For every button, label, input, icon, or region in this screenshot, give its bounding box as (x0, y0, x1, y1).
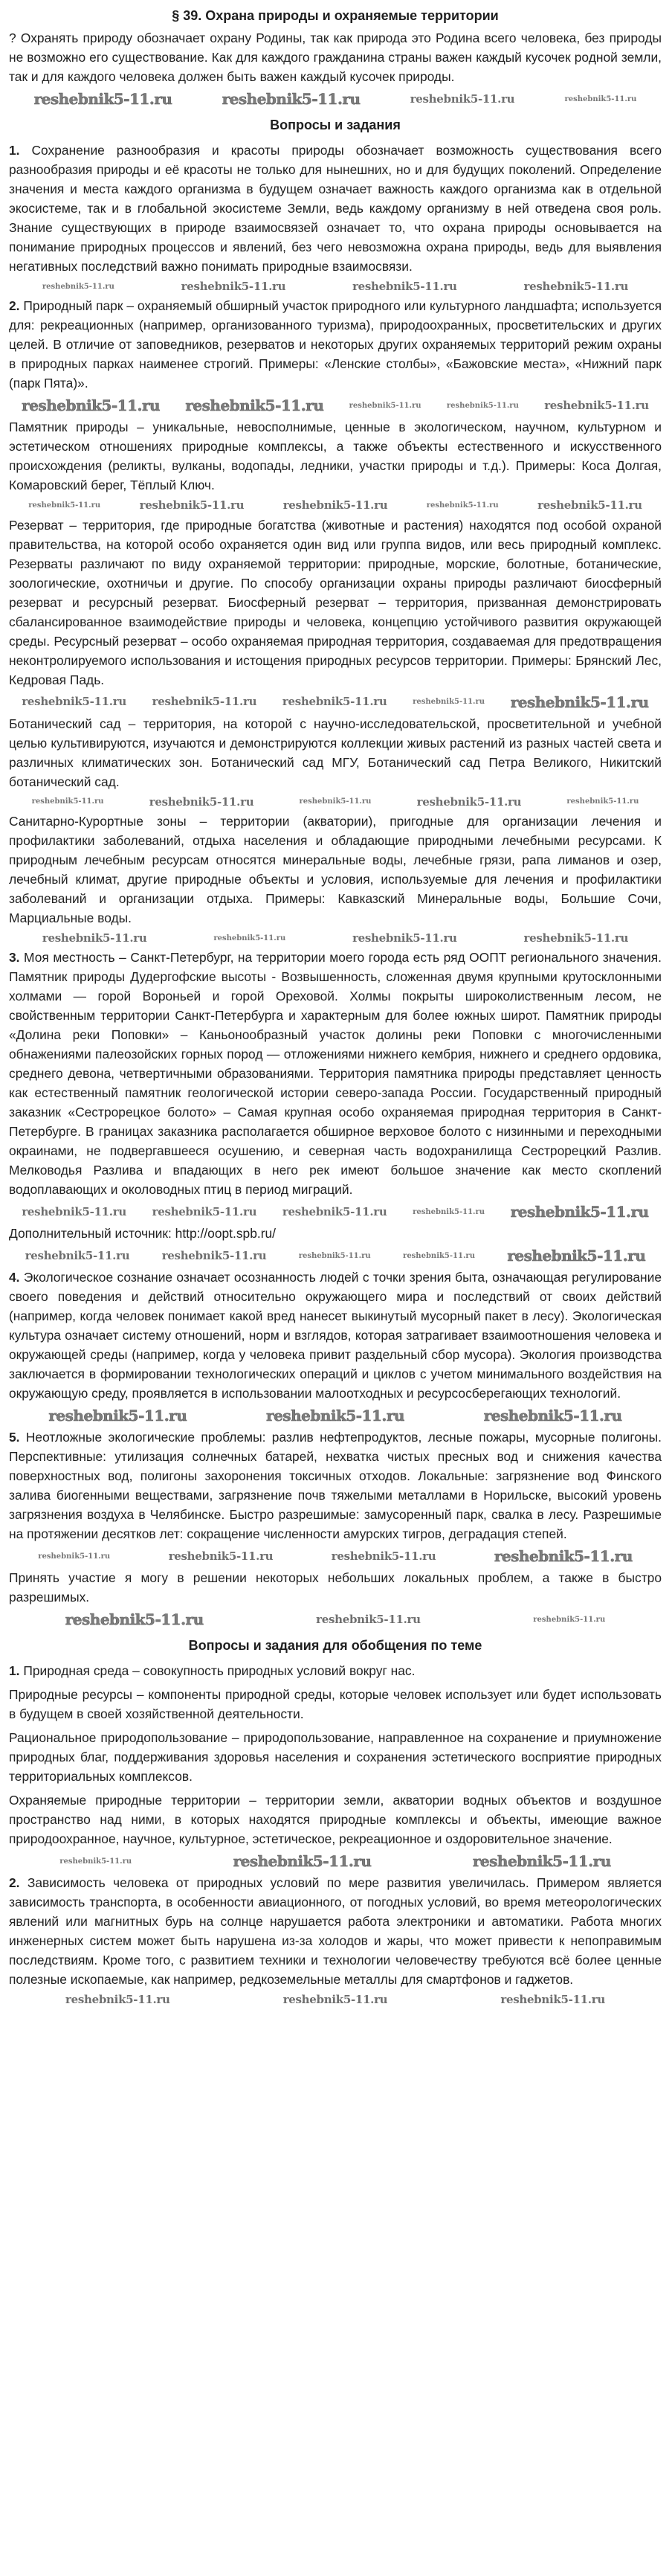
answer-text: Сохранение разнообразия и красоты природы обозначает возможность существования всего разнообразия природы и её красоты не только для нынешних, но и для будущих поколений. Определение значения и места каждого организма в будущем означает важность каждого организма как в отдельной экосистеме, так и в глобальной экосистеме Земли, ведь каждому организму в ней отведена своя роль. Знание существующих в природе взаимосвязей означает то, что охрана природы основывается на понимание природных процессов и явлений, без чего невозможна охрана природы, ведь для выявления негативных последствий важно понимать природные взаимосвязи. (9, 143, 662, 274)
watermark-text: reshebnik5-11.ru (523, 931, 629, 945)
watermark-text: reshebnik5-11.ru (168, 1549, 274, 1563)
watermark-text: reshebnik5-11.ru (416, 795, 522, 809)
watermark-text: reshebnik5-11.ru (537, 499, 642, 513)
answer-text: Дополнительный источник: http://oopt.spb.ru/ (9, 1226, 277, 1241)
watermark-text: reshebnik5-11.ru (213, 934, 286, 942)
answer-text: Памятник природы – уникальные, невосполнимые, ценные в экологическом, научном, культурном и эстетическом отношениях природные комплексы, а также объекты естественного и искусственного происхождения (реликты, вулканы, водопады, ледники, участки природы и т.д.). Примеры: Коса Долгая, Комаровский берег, Тёплый Ключ. (9, 420, 662, 493)
section-questions (9, 141, 662, 1628)
answer-paragraph (9, 1790, 662, 1849)
answer-number: 4. (9, 1270, 20, 1285)
watermark-text: reshebnik5-11.ru (282, 695, 387, 709)
watermark-text: reshebnik5-11.ru (149, 795, 254, 809)
watermark-text: reshebnik5-11.ru (507, 1247, 646, 1265)
watermark-text: reshebnik5-11.ru (349, 402, 421, 410)
answer-text: Санитарно-Курортные зоны – территории (акватории), пригодные для организации лечения и профилактики заболеваний, отдыха населения и обладающие природными лечебными ресурсами. К природным лечебным ресурсам относятся минеральные воды, лечебные грязи, рапа лиманов и озер, лечебный климат, другие природные объекты и условия, используемые для лечения и профилактики заболеваний и организации отдыха. Примеры: Кавказский Минеральные воды, Большие Сочи, Марциальные воды. (9, 813, 662, 925)
answer-text: Зависимость человека от природных условий по мере развития увеличилась. Примером является зависимость транспорта, в особенности авиационного, от погодных условий, во время метеорологических явлений или магнитных бурь на солнце нарушается работа электроники и автоматики. Работа многих инженерных систем может быть нарушена из-за холодов и жары, что может привести к непоправимым последствиям. Кроме того, с развитием техники и технологии человечеству требуются всё более ценные полезные ископаемые, как например, редкоземельные металлы для смартфонов и гаджетов. (9, 1875, 662, 1987)
watermark-text: reshebnik5-11.ru (152, 1204, 257, 1218)
section-heading-questions: Вопросы и задания (270, 118, 401, 132)
watermark-text: reshebnik5-11.ru (25, 1248, 130, 1262)
answer-number: 1. (9, 1663, 20, 1678)
answer-text: Рациональное природопользование – природопользование, направленное на сохранение и приумножение природных благ, поддерживания здоровья населения и сохранения эстетического восприятие природных территориальных комплексов. (9, 1730, 662, 1784)
watermark-text: reshebnik5-11.ru (28, 501, 101, 510)
answer-text: Резерват – территория, где природные богатства (животные и растения) находятся под особой охраной правительства, на которой особо охраняется один вид или группа видов, или весь природный комплекс. Резерваты различают по виду охраняемой территории: природные, морские, болотные, ботанические, зоологические, охотничьи и другие. По способу организации охраны природы различают биосферный резерват и ресурсный резерват. Биосферный резерват – территория, призванная демонстрировать сбалансированное взаимодействие природы и человека, концепцию устойчивого развития окружающей среды. Ресурсный резерват – особо охраняемая природная территория, создаваемая для предотвращения неконтролируемого использования и истощения природных ресурсов территории. Примеры: Брянский Лес, Кедровая Падь. (9, 517, 662, 687)
watermark-text: reshebnik5-11.ru (544, 399, 649, 413)
answer-text: Моя местность – Санкт-Петербург, на территории моего города есть ряд ООПТ регионального значения. Памятник природы Дудергофские высоты - Возвышенность, сложенная двумя крупными крутосклонными холмами — горой Вороньей и горой Ореховой. Холмы покрыты широколиственным лесом, не свойственным территории Санкт-Петербурга и характерным для более южных широт. Памятник природы «Долина реки Поповки» – Каньонообразный участок долины реки Поповки с многочисленными обнажениями палеозойских горных пород — отложениями нижнего кембрия, нижнего и среднего ордовика, среднего девона, четвертичными образованиями. Территория памятника природы представляет ценность как естественный памятник геологической истории северо-запада России. Государственный природный заказник «Сестрорецкое болото» – Самая крупная особо охраняемая природная территория в Санкт-Петербурге. В границах заказника располагается обширное верховое болото с низинными и переходными окраинами, не подвергавшееся осушению, и северная часть водохранилища Сестрорецкий Разлив. Мелководья Разлива и впадающих в него рек имеют большое значение как место скоплений водоплавающих и околоводных птиц в период миграций. (9, 950, 662, 1197)
answer-paragraph (9, 1661, 662, 1680)
watermark-text: reshebnik5-11.ru (500, 1994, 605, 2006)
watermark-text: reshebnik5-11.ru (403, 1251, 475, 1260)
watermark-text: reshebnik5-11.ru (533, 1615, 606, 1624)
watermark-text: reshebnik5-11.ru (282, 499, 388, 513)
watermark-text: reshebnik5-11.ru (38, 1552, 111, 1561)
answer-text: Природные ресурсы – компоненты природной среды, которые человек использует или будет использовать в будущем в своей хозяйственной деятельности. (9, 1687, 662, 1721)
answer-text: Экологическое сознание означает осознанность людей с точки зрения быта, означающая регулирование своего поведения и действий относительно окружающего мира и последствий от своих действий (например, когда человек понимает какой вред нанесет выкинутый мусорный пакет в лесу). Экологическая культура означает систему отношений, норм и взглядов, которая затрагивает взаимоотношения человека и окружающей среды (например, когда у человека привит раздельный сбор мусора). Экология производства заключается в формировании технологических операций и циклов с учетом минимального воздействия на окружающую среду, проявляется в использовании малоотходных и ресурсосберегающих технологий. (9, 1270, 662, 1401)
answer-number: 2. (9, 1875, 20, 1890)
answer-paragraph (9, 1224, 662, 1243)
page-title: § 39. Охрана природы и охраняемые территории (172, 8, 499, 23)
watermark-text: reshebnik5-11.ru (446, 402, 519, 410)
watermark-text: reshebnik5-11.ru (31, 797, 104, 806)
intro-paragraph: ? Охранять природу обозначает охрану Родины, так как природа это Родина всего человека, без природы не возможно его существование. Как для каждого гражданина страны важен каждый кусочек родной земли, так и для каждого человека должен быть важен каждый кусочек природы. (9, 30, 662, 84)
watermark-row (9, 932, 662, 945)
watermark-text: reshebnik5-11.ru (65, 1994, 170, 2006)
watermark-text: reshebnik5-11.ru (152, 695, 257, 709)
watermark-text: reshebnik5-11.ru (22, 695, 126, 709)
watermark-row (9, 694, 662, 711)
watermark-text: reshebnik5-11.ru (22, 1204, 126, 1218)
watermark-text: reshebnik5-11.ru (266, 1407, 404, 1424)
watermark-text: reshebnik5-11.ru (331, 1549, 436, 1563)
watermark-text: reshebnik5-11.ru (282, 1204, 387, 1218)
answer-number: 3. (9, 950, 20, 965)
watermark-text: reshebnik5-11.ru (181, 280, 286, 293)
watermark-text: reshebnik5-11.ru (352, 931, 457, 945)
answer-paragraph (9, 714, 662, 791)
answer-number: 2. (9, 298, 20, 314)
answer-paragraph (9, 1568, 662, 1607)
watermark-text: reshebnik5-11.ru (42, 282, 114, 291)
watermark-text: reshebnik5-11.ru (282, 1994, 388, 2006)
answer-paragraph (9, 1427, 662, 1544)
watermark-text: reshebnik5-11.ru (413, 698, 485, 707)
watermark-text: reshebnik5-11.ru (33, 91, 172, 108)
watermark-text: reshebnik5-11.ru (523, 280, 629, 293)
watermark-row (9, 1204, 662, 1221)
watermark-text: reshebnik5-11.ru (233, 1853, 372, 1870)
watermark-text: reshebnik5-11.ru (222, 91, 361, 108)
watermark-text: reshebnik5-11.ru (510, 1204, 649, 1221)
watermark-text: reshebnik5-11.ru (426, 501, 499, 510)
answer-paragraph (9, 1728, 662, 1786)
watermark-row (9, 796, 662, 809)
answer-paragraph (9, 296, 662, 393)
answer-text: Природный парк – охраняемый обширный участок природного или культурного ландшафта; используется для: рекреационных (например, организованного туризма), природоохранных, просветительских и других целей. В отличие от заповедников, резерватов и некоторых других охраняемых территорий режим охраны в природных парках наименее строгий. Примеры: «Ленские столбы», «Бажовские места», «Нижний парк (парк Пята)». (9, 298, 662, 391)
watermark-text: reshebnik5-11.ru (494, 1548, 633, 1565)
watermark-text: reshebnik5-11.ru (410, 91, 515, 106)
answer-text: Неотложные экологические проблемы: разлив нефтепродуктов, лесные пожары, мусорные полигоны. Перспективные: утилизация солнечных батарей, нехватка чистых пресных вод и снижения качества поверхностных вод, полигоны захоронения токсичных отходов. Локальные: загрязнение вод Финского залива биогенными веществами, загрязнение почв тяжелыми металлами в Норильске, высокий уровень загрязнения воздуха в Челябинске. Быстро разрешимые: замусоренный парк, свалка в лесу. Разрешимые на протяжении десятков лет: сокращение численности амурских тигров, деградация степей. (9, 1430, 662, 1541)
watermark-row (9, 1853, 662, 1870)
answer-paragraph (9, 1685, 662, 1724)
watermark-text: reshebnik5-11.ru (472, 1853, 611, 1870)
answer-paragraph (9, 812, 662, 928)
watermark-row (9, 1407, 662, 1424)
section-heading-summary: Вопросы и задания для обобщения по теме (188, 1638, 482, 1653)
answer-number: 1. (9, 143, 20, 158)
watermark-row (9, 499, 662, 512)
watermark-text: reshebnik5-11.ru (298, 1251, 371, 1260)
watermark-row (9, 1548, 662, 1565)
watermark-text: reshebnik5-11.ru (59, 1857, 132, 1866)
watermark-text: reshebnik5-11.ru (299, 797, 372, 806)
watermark-text: reshebnik5-11.ru (161, 1248, 267, 1262)
watermark-text: reshebnik5-11.ru (139, 499, 245, 513)
watermark-row (9, 280, 662, 293)
watermark-text: reshebnik5-11.ru (566, 797, 639, 806)
answer-number: 5. (9, 1430, 20, 1445)
watermark-text: reshebnik5-11.ru (48, 1407, 187, 1424)
section-summary (9, 1661, 662, 2006)
watermark-row (9, 1247, 662, 1265)
watermark-text: reshebnik5-11.ru (316, 1612, 421, 1626)
watermark-row (9, 91, 662, 108)
watermark-row (9, 397, 662, 414)
watermark-text: reshebnik5-11.ru (413, 1207, 485, 1216)
answer-paragraph (9, 1873, 662, 1989)
watermark-text: reshebnik5-11.ru (22, 397, 161, 415)
answer-text: Охраняемые природные территории – территории земли, акватории водных объектов и воздушное пространство над ними, в которых находятся природные комплексы и объекты, имеющие важное природоохранное, научное, культурное, эстетическое, рекреационное и оздоровительное значение. (9, 1793, 662, 1846)
watermark-text: reshebnik5-11.ru (185, 397, 324, 415)
answer-text: Природная среда – совокупность природных условий вокруг нас. (19, 1663, 416, 1678)
answer-text: Ботанический сад – территория, на которой с научно-исследовательской, просветительной и учебной целью культивируются, изучаются и демонстрируются коллекции живых растений из разных частей света и различных климатических зон. Ботанический сад МГУ, Ботанический сад Петра Великого, Никитский ботанический сад. (9, 716, 662, 789)
answer-text: Принять участие я могу в решении некоторых небольших локальных проблем, а также в быстро разрешимых. (9, 1570, 662, 1605)
watermark-text: reshebnik5-11.ru (510, 693, 649, 711)
answer-paragraph (9, 948, 662, 1199)
answer-paragraph (9, 515, 662, 690)
answer-paragraph (9, 141, 662, 276)
watermark-text: reshebnik5-11.ru (483, 1407, 622, 1424)
watermark-row (9, 1611, 662, 1628)
watermark-text: reshebnik5-11.ru (564, 94, 637, 103)
watermark-text: reshebnik5-11.ru (65, 1611, 204, 1628)
answer-paragraph (9, 1268, 662, 1403)
watermark-row (9, 1994, 662, 2006)
watermark-text: reshebnik5-11.ru (352, 280, 457, 293)
answer-paragraph (9, 417, 662, 495)
watermark-text: reshebnik5-11.ru (42, 931, 147, 945)
